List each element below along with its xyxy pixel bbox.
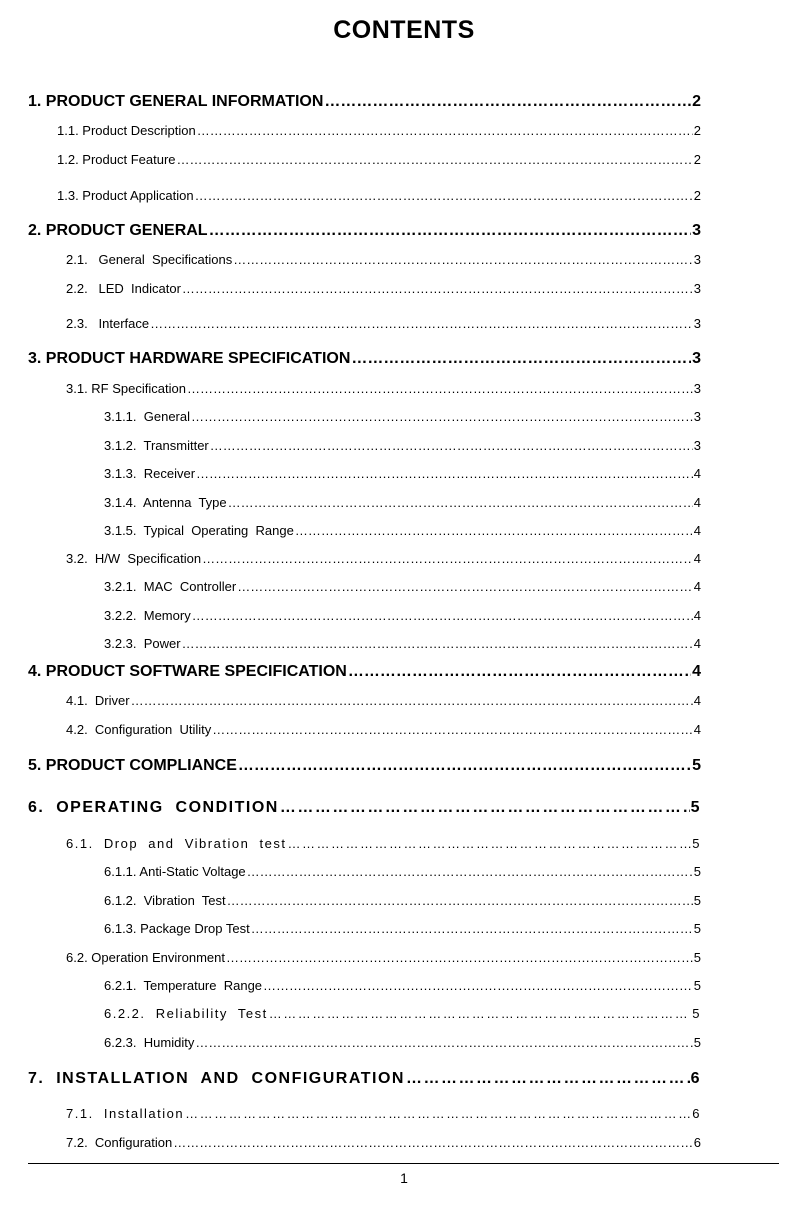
toc-label: 2.2. LED Indicator	[66, 281, 181, 296]
leader-dots	[195, 188, 693, 203]
toc-entry-2-2[interactable]	[66, 281, 701, 296]
toc-label: 7.2. Configuration	[66, 1135, 173, 1150]
toc-label: 1.2. Product Feature	[57, 152, 176, 167]
toc-entry-4-2[interactable]	[66, 722, 701, 737]
toc-entry-4-1[interactable]	[66, 693, 701, 708]
toc-label: 3.1. RF Specification	[66, 381, 186, 396]
toc-page: 3	[692, 350, 701, 367]
toc-entry-6-1-2[interactable]	[104, 893, 701, 908]
toc-page: 4	[693, 636, 701, 651]
leader-dots	[348, 663, 691, 681]
toc-label: 6.2. Operation Environment	[66, 950, 225, 965]
leader-dots	[251, 921, 693, 936]
leader-dots	[233, 252, 693, 267]
toc-label: 1.1. Product Description	[57, 123, 196, 138]
toc-page: 5	[693, 893, 701, 908]
toc-page: 2	[693, 152, 701, 167]
leader-dots	[150, 316, 693, 331]
toc-label: 4.1. Driver	[66, 693, 130, 708]
toc-entry-6-1-1[interactable]	[104, 864, 701, 879]
toc-label: 3.2.2. Memory	[104, 608, 191, 623]
toc-page: 6	[690, 1070, 701, 1087]
toc-entry-3-2-2[interactable]	[104, 608, 701, 623]
toc-label: 6.2.2. Reliability Test	[104, 1006, 268, 1021]
toc-page: 5	[693, 921, 701, 936]
toc-label: 2. PRODUCT GENERAL	[28, 222, 208, 239]
leader-dots	[287, 836, 691, 851]
toc-page: 2	[692, 93, 701, 110]
toc-entry-1-3[interactable]	[57, 188, 701, 203]
toc-entry-1-2[interactable]	[57, 152, 701, 167]
toc-entry-7-1[interactable]	[66, 1106, 701, 1121]
toc-entry-6-2-3[interactable]	[104, 1035, 701, 1050]
leader-dots	[263, 978, 693, 993]
toc-entry-3-2[interactable]	[66, 551, 701, 566]
toc-label: 2.1. General Specifications	[66, 252, 233, 267]
toc-page: 3	[693, 281, 701, 296]
toc-entry-3-1[interactable]	[66, 381, 701, 396]
toc-page: 3	[693, 252, 701, 267]
leader-dots	[227, 893, 693, 908]
toc-label: 3.1.2. Transmitter	[104, 438, 209, 453]
toc-page: 3	[693, 316, 701, 331]
leader-dots	[196, 466, 693, 481]
toc-label: 3.1.4. Antenna Type	[104, 495, 227, 510]
toc-label: 6.2.3. Humidity	[104, 1035, 195, 1050]
toc-page: 6	[692, 1106, 701, 1121]
leader-dots	[185, 1106, 691, 1121]
toc-label: 7.1. Installation	[66, 1106, 185, 1121]
toc-entry-3[interactable]	[28, 350, 701, 368]
leader-dots	[226, 950, 693, 965]
toc-entry-6-2-2[interactable]	[104, 1006, 701, 1021]
toc-entry-3-2-3[interactable]	[104, 636, 701, 651]
toc-label: 6. OPERATING CONDITION	[28, 799, 279, 816]
toc-label: 3.1.3. Receiver	[104, 466, 196, 481]
toc-entry-1[interactable]	[28, 93, 701, 111]
toc-label: 6.2.1. Temperature Range	[104, 978, 263, 993]
toc-label: 6.1.1. Anti-Static Voltage	[104, 864, 246, 879]
toc-page: 4	[693, 551, 701, 566]
toc-label: 4. PRODUCT SOFTWARE SPECIFICATION	[28, 663, 347, 680]
toc-page: 2	[693, 188, 701, 203]
toc-page: 3	[693, 438, 701, 453]
leader-dots	[212, 722, 693, 737]
toc-entry-7[interactable]	[28, 1070, 701, 1088]
toc-label: 7. INSTALLATION AND CONFIGURATION	[28, 1070, 405, 1087]
toc-entry-3-1-4[interactable]	[104, 495, 701, 510]
toc-entry-5[interactable]	[28, 757, 701, 775]
toc-label: 6.1.3. Package Drop Test	[104, 921, 250, 936]
page-number: 1	[400, 1170, 408, 1186]
toc-page: 4	[693, 608, 701, 623]
toc-page: 4	[693, 579, 701, 594]
toc-label: 3.1.5. Typical Operating Range	[104, 523, 294, 538]
toc-page: 5	[693, 864, 701, 879]
toc-page: 3	[693, 409, 701, 424]
toc-page: 4	[693, 466, 701, 481]
toc-entry-7-2[interactable]	[66, 1135, 701, 1150]
toc-label: 6.1.2. Vibration Test	[104, 893, 226, 908]
toc-entry-6-1-3[interactable]	[104, 921, 701, 936]
toc-label: 3.2.3. Power	[104, 636, 181, 651]
leader-dots	[209, 222, 692, 240]
leader-dots	[182, 636, 693, 651]
toc-label: 3.2. H/W Specification	[66, 551, 202, 566]
toc-label: 1. PRODUCT GENERAL INFORMATION	[28, 93, 324, 110]
leader-dots	[351, 350, 691, 368]
page-title: CONTENTS	[333, 16, 475, 44]
toc-page: 5	[690, 799, 701, 816]
leader-dots	[187, 381, 693, 396]
leader-dots	[237, 579, 693, 594]
toc-page: 5	[693, 978, 701, 993]
leader-dots	[173, 1135, 693, 1150]
toc-label: 5. PRODUCT COMPLIANCE	[28, 757, 237, 774]
toc-entry-2-3[interactable]	[66, 316, 701, 331]
leader-dots	[195, 1035, 692, 1050]
leader-dots	[406, 1070, 690, 1088]
toc-entry-2-1[interactable]	[66, 252, 701, 267]
toc-entry-1-1[interactable]	[57, 123, 701, 138]
leader-dots	[131, 693, 693, 708]
toc-label: 4.2. Configuration Utility	[66, 722, 212, 737]
leader-dots	[192, 608, 693, 623]
toc-page: 4	[693, 495, 701, 510]
footer-rule	[28, 1163, 779, 1164]
leader-dots	[295, 523, 693, 538]
toc-label: 6.1. Drop and Vibration test	[66, 836, 287, 851]
toc-page: 3	[692, 222, 701, 239]
toc-page: 4	[693, 523, 701, 538]
leader-dots	[324, 93, 691, 111]
toc-entry-3-1-1[interactable]	[104, 409, 701, 424]
leader-dots	[228, 495, 693, 510]
toc-page: 4	[692, 663, 701, 680]
toc-entry-4[interactable]	[28, 663, 701, 681]
toc-page: 5	[693, 950, 701, 965]
toc-page: 6	[693, 1135, 701, 1150]
toc-entry-3-2-1[interactable]	[104, 579, 701, 594]
toc-page: 2	[693, 123, 701, 138]
leader-dots	[238, 757, 691, 775]
toc-page: 5	[692, 836, 701, 851]
leader-dots	[280, 799, 690, 817]
toc-entry-6-1[interactable]	[66, 836, 701, 851]
leader-dots	[269, 1006, 692, 1021]
toc-entry-3-1-5[interactable]	[104, 523, 701, 538]
toc-page: 3	[693, 381, 701, 396]
toc-entry-3-1-2[interactable]	[104, 438, 701, 453]
toc-entry-3-1-3[interactable]	[104, 466, 701, 481]
leader-dots	[210, 438, 693, 453]
toc-label: 2.3. Interface	[66, 316, 150, 331]
leader-dots	[177, 152, 693, 167]
leader-dots	[202, 551, 693, 566]
toc-entry-2[interactable]	[28, 222, 701, 240]
toc-label: 1.3. Product Application	[57, 188, 194, 203]
toc-page: 4	[693, 722, 701, 737]
leader-dots	[191, 409, 693, 424]
toc-label: 3.1.1. General	[104, 409, 190, 424]
toc-page: 4	[693, 693, 701, 708]
leader-dots	[182, 281, 693, 296]
toc-label: 3.2.1. MAC Controller	[104, 579, 237, 594]
leader-dots	[197, 123, 693, 138]
toc-page: 5	[692, 1006, 701, 1021]
toc-page: 5	[692, 757, 701, 774]
toc-page: 5	[693, 1035, 701, 1050]
toc-entry-6-2-1[interactable]	[104, 978, 701, 993]
toc-label: 3. PRODUCT HARDWARE SPECIFICATION	[28, 350, 351, 367]
leader-dots	[247, 864, 693, 879]
toc-entry-6[interactable]	[28, 799, 701, 817]
toc-entry-6-2[interactable]	[66, 950, 701, 965]
